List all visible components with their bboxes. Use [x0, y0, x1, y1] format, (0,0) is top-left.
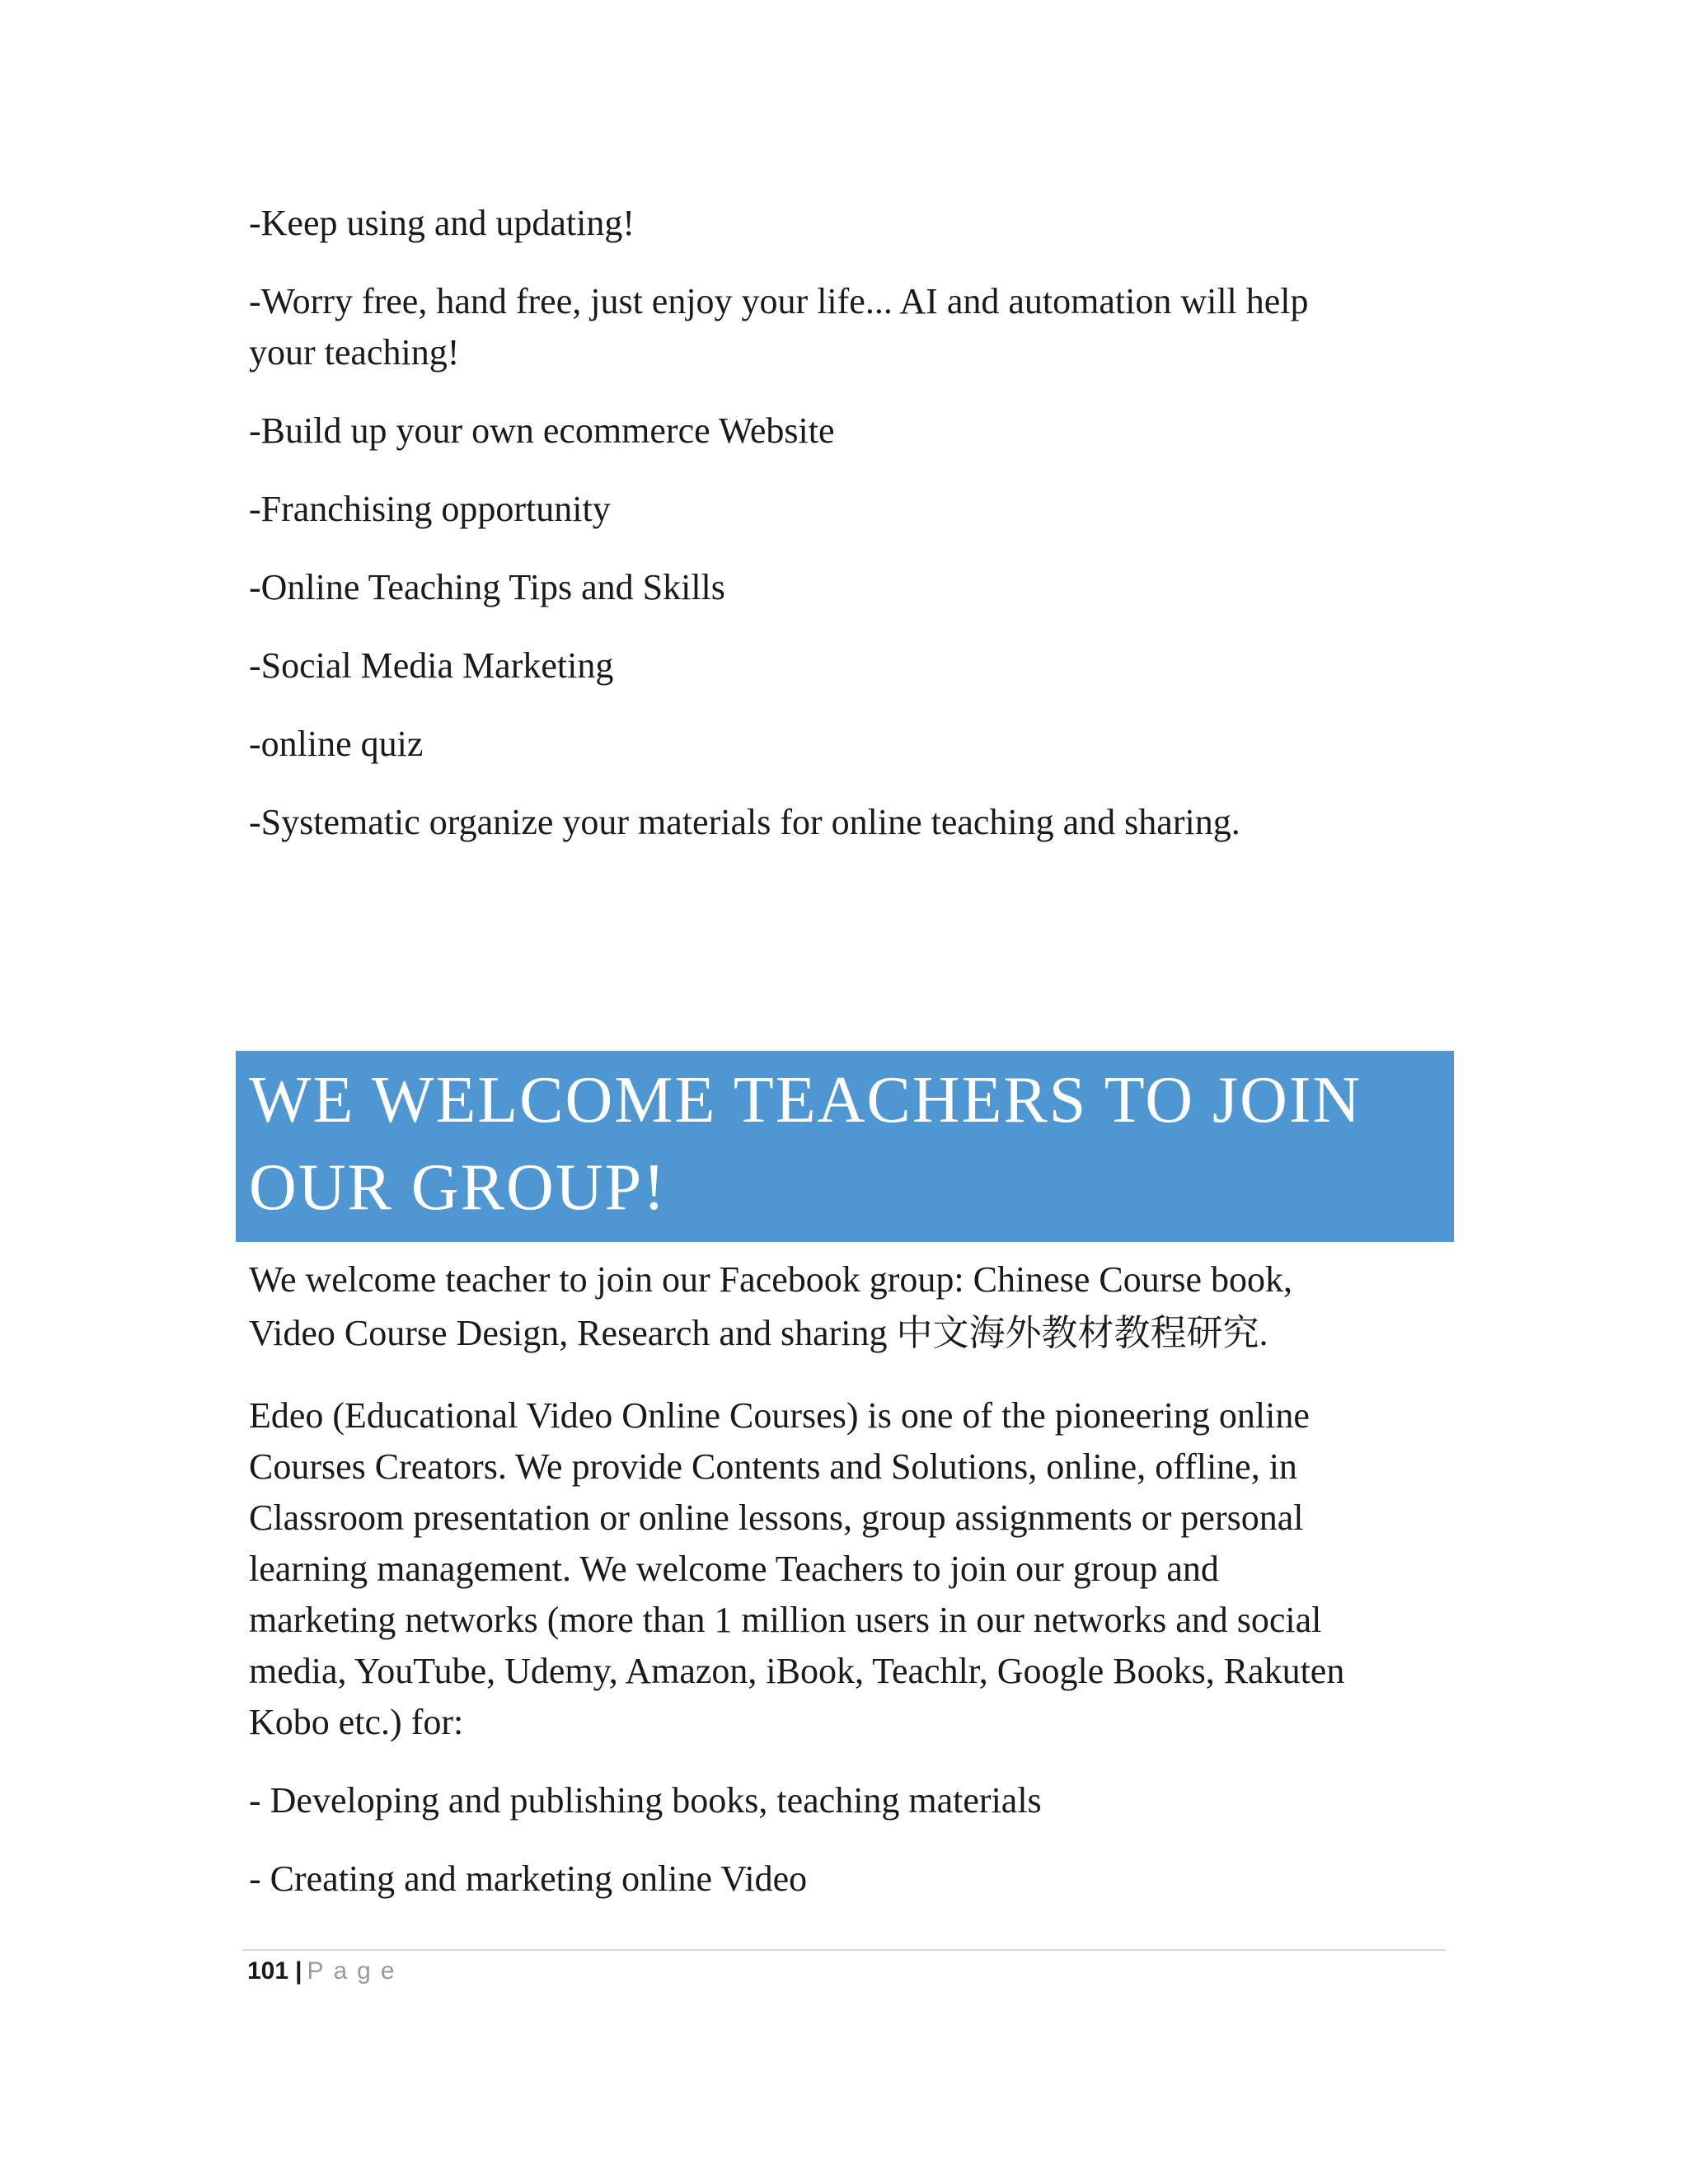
list-item-continuation: your teaching! — [249, 332, 460, 373]
list-item: -Worry free, hand free, just enjoy your life... AI and automation will help — [249, 281, 1309, 321]
page-footer — [247, 1955, 405, 1988]
list-item: -Online Teaching Tips and Skills — [249, 567, 725, 607]
about-paragraph-line: Classroom presentation or online lessons, group assignments or personal — [249, 1497, 1304, 1538]
heading-title-line-2: OUR GROUP! — [249, 1151, 667, 1224]
list-item: -Social Media Marketing — [249, 645, 614, 686]
list-item: -Build up your own ecommerce Website — [249, 410, 835, 451]
about-paragraph-line: marketing networks (more than 1 million users in our networks and social — [249, 1600, 1322, 1640]
list-item: - Creating and marketing online Video — [249, 1858, 808, 1899]
footer-separator: | — [295, 1957, 302, 1985]
list-item: -Systematic organize your materials for online teaching and sharing. — [249, 802, 1240, 842]
heading-title-line-1: WE WELCOME TEACHERS TO JOIN — [249, 1064, 1362, 1137]
about-paragraph-line: media, YouTube, Udemy, Amazon, iBook, Teachlr, Google Books, Rakuten — [249, 1651, 1345, 1691]
page-number: 101 — [247, 1957, 289, 1985]
page-label: Page — [307, 1957, 405, 1985]
about-paragraph-line: Courses Creators. We provide Contents and Solutions, online, offline, in — [249, 1446, 1297, 1487]
intro-paragraph-line: We welcome teacher to join our Facebook group: Chinese Course book, — [249, 1259, 1293, 1300]
about-paragraph-line: Edeo (Educational Video Online Courses) is one of the pioneering online — [249, 1395, 1310, 1436]
list-item: -online quiz — [249, 724, 424, 764]
list-item: -Keep using and updating! — [249, 203, 635, 243]
about-paragraph-line: Kobo etc.) for: — [249, 1702, 464, 1742]
list-item: - Developing and publishing books, teaching materials — [249, 1780, 1042, 1821]
about-paragraph-line: learning management. We welcome Teachers to join our group and — [249, 1549, 1219, 1589]
list-item: -Franchising opportunity — [249, 489, 611, 529]
footer-divider — [242, 1949, 1446, 1951]
intro-paragraph-line: Video Course Design, Research and sharing 中文海外教材教程研究. — [249, 1313, 1268, 1353]
